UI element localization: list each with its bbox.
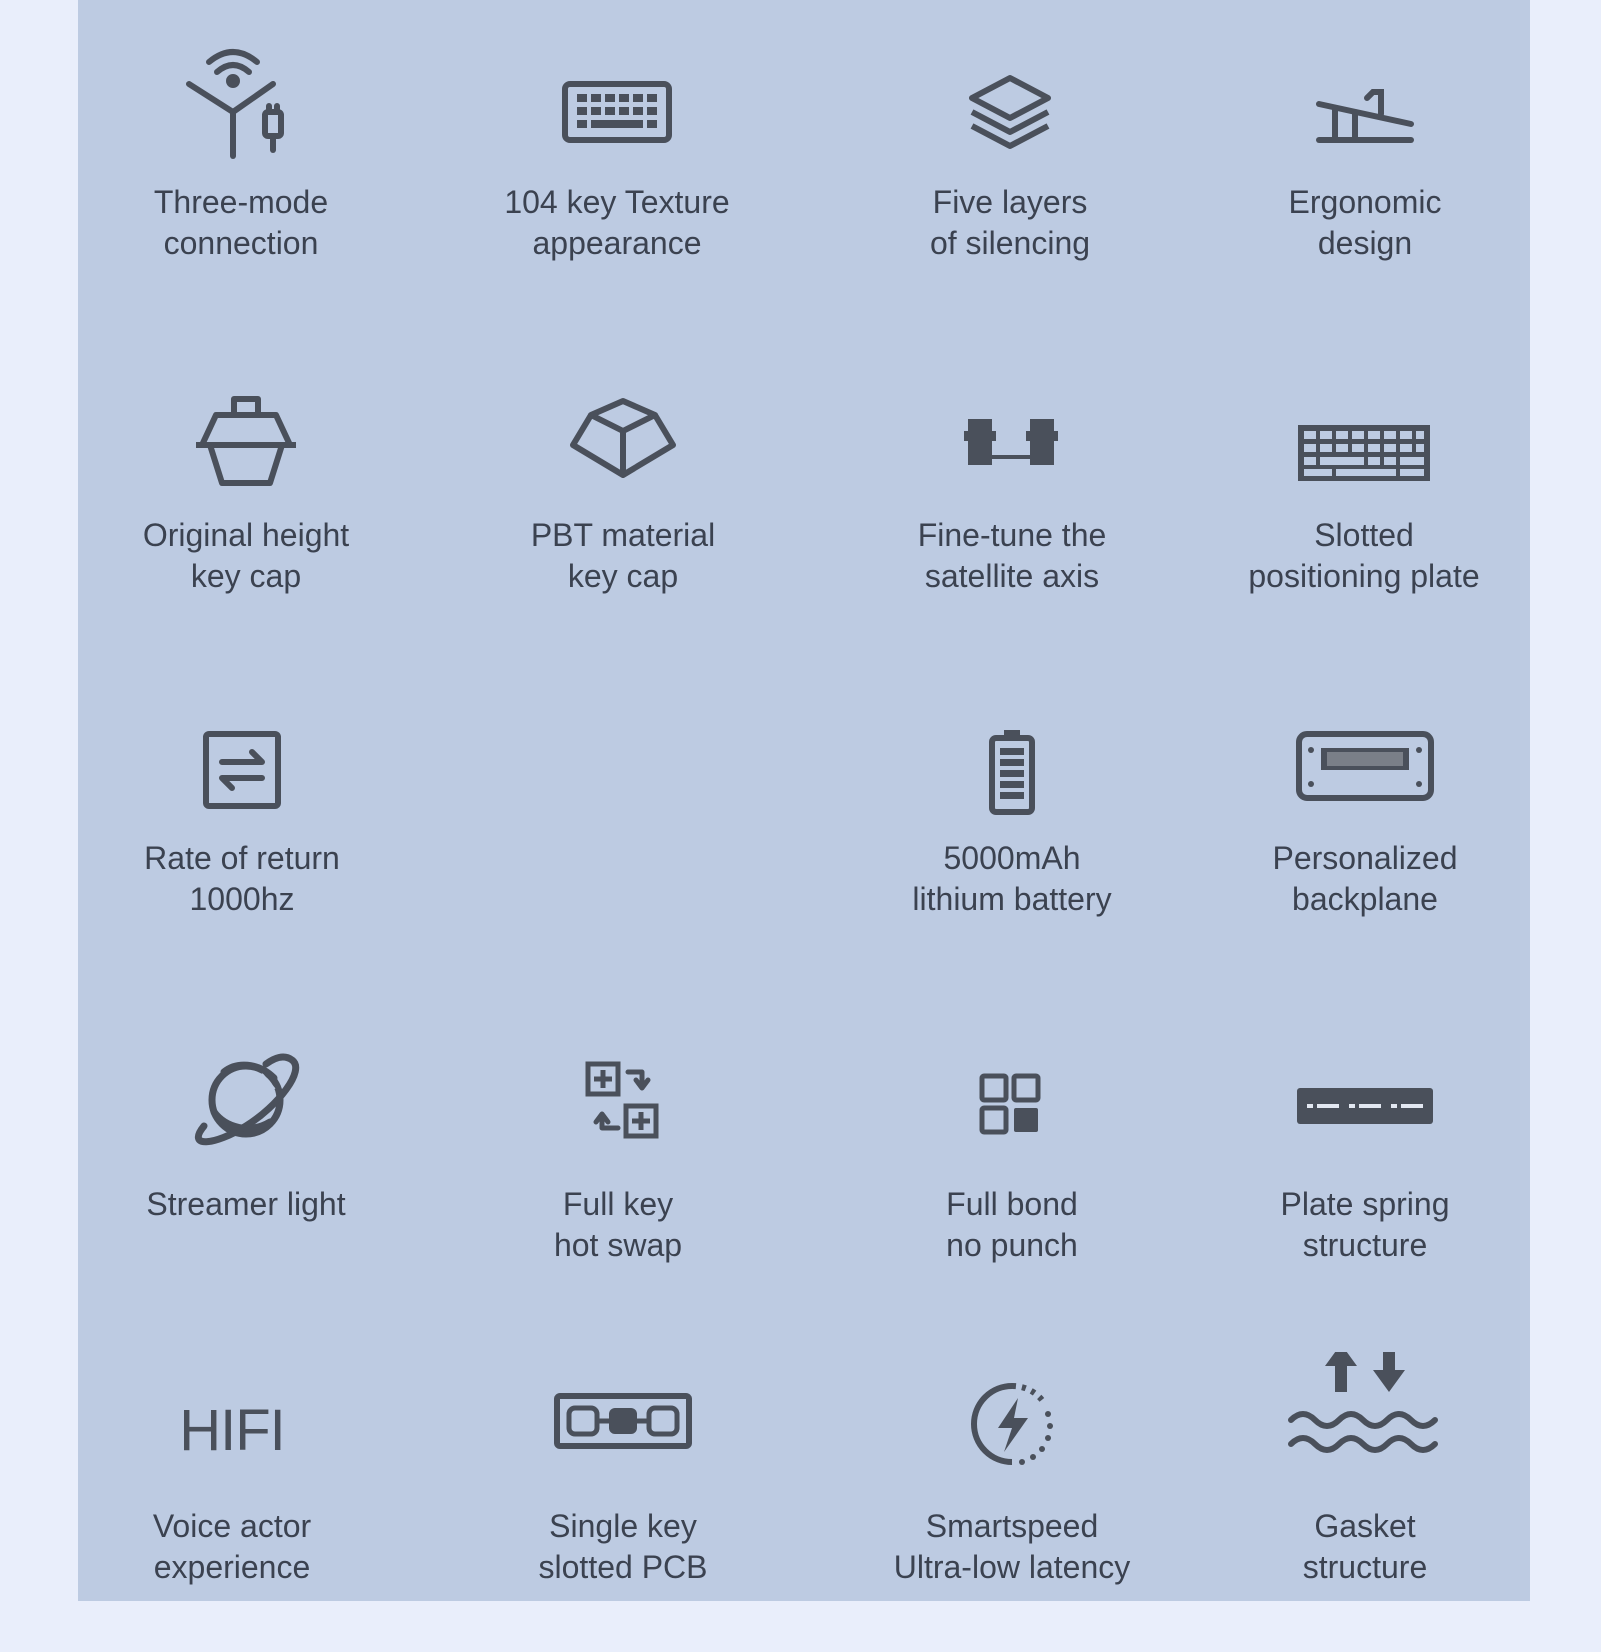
hot-swap-icon	[538, 1030, 698, 1170]
feature-label: 104 key Texture appearance	[504, 184, 730, 261]
feature-label: Three-mode connection	[153, 184, 329, 261]
feature-label: 5000mAh lithium battery	[912, 840, 1112, 917]
feature-battery	[832, 696, 1192, 996]
wireless-usb-icon	[161, 40, 321, 180]
ergonomic-icon	[1285, 40, 1445, 180]
feature-label: Voice actor experience	[152, 1508, 312, 1585]
feature-label: Rate of return 1000hz	[144, 840, 340, 917]
planet-icon	[166, 1030, 326, 1170]
keycap-cube-icon	[543, 373, 703, 513]
feature-label: PBT material key cap	[530, 517, 716, 594]
feature-smartspeed	[832, 1352, 1192, 1652]
feature-rate-of-return	[62, 696, 422, 996]
keyboard-icon	[537, 40, 697, 180]
stabilizer-icon	[932, 373, 1092, 513]
feature-plate-spring-structure	[1185, 1030, 1545, 1330]
feature-full-key-hot-swap	[438, 1030, 798, 1330]
feature-personalized-backplane	[1185, 696, 1545, 996]
gasket-waves-icon	[1285, 1352, 1445, 1492]
feature-label: Ergonomic design	[1288, 184, 1442, 261]
pcb-slot-icon	[543, 1352, 703, 1492]
spring-plate-icon	[1285, 1030, 1445, 1170]
feature-label: Full bond no punch	[946, 1186, 1078, 1263]
feature-original-height-keycap	[66, 373, 426, 673]
feature-pbt-material-keycap	[443, 373, 803, 673]
plate-grid-icon	[1284, 373, 1444, 513]
feature-label: Personalized backplane	[1272, 840, 1458, 917]
keycap-switch-icon	[166, 373, 326, 513]
exchange-icon	[162, 696, 322, 836]
svg-text:HIFI: HIFI	[179, 1398, 285, 1463]
feature-label: Full key hot swap	[553, 1186, 683, 1263]
battery-icon	[932, 696, 1092, 836]
feature-label: Single key slotted PCB	[538, 1508, 708, 1585]
feature-voice-actor-experience	[52, 1352, 412, 1652]
lightning-speed-icon	[932, 1352, 1092, 1492]
layers-icon	[930, 40, 1090, 180]
feature-label: Plate spring structure	[1280, 1186, 1450, 1263]
feature-label: Slotted positioning plate	[1248, 517, 1480, 594]
grid-squares-icon	[932, 1030, 1092, 1170]
feature-streamer-light	[66, 1030, 426, 1330]
feature-slotted-positioning-plate	[1184, 373, 1544, 673]
feature-label: Original height key cap	[142, 517, 350, 594]
feature-full-bond-no-punch	[832, 1030, 1192, 1330]
feature-five-layers-silencing	[830, 40, 1190, 340]
feature-ergonomic-design	[1185, 40, 1545, 340]
feature-label: Five layers of silencing	[929, 184, 1091, 261]
feature-label: Streamer light	[146, 1186, 346, 1222]
feature-104-key-texture	[437, 40, 797, 340]
feature-label: Fine-tune the satellite axis	[917, 517, 1107, 594]
hifi-icon	[152, 1352, 312, 1492]
feature-three-mode-connection	[61, 40, 421, 340]
feature-gasket-structure	[1185, 1352, 1545, 1652]
backplane-icon	[1285, 696, 1445, 836]
feature-satellite-axis	[832, 373, 1192, 673]
feature-label: Smartspeed Ultra-low latency	[893, 1508, 1131, 1585]
feature-single-key-slotted-pcb	[443, 1352, 803, 1652]
feature-label: Gasket structure	[1302, 1508, 1428, 1585]
